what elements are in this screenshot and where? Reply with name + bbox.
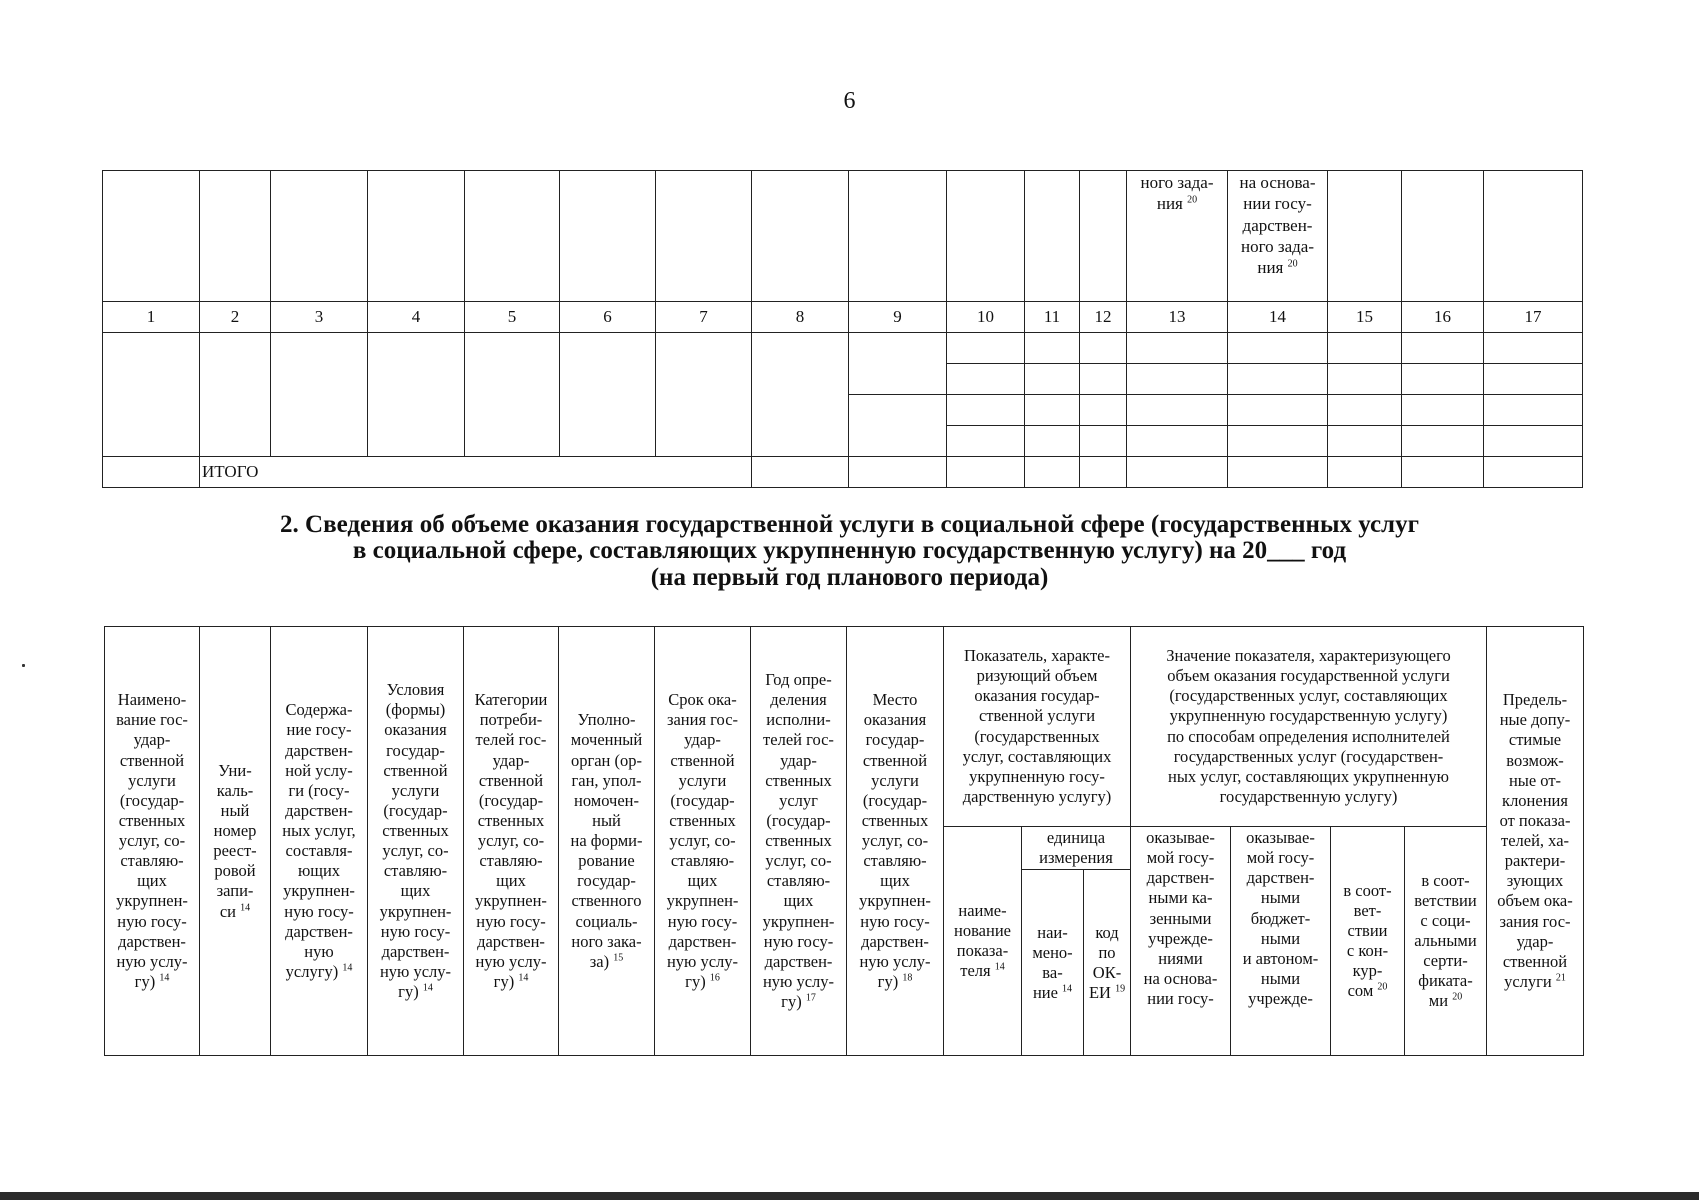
header-value-state-institutions: оказывае- мой госу- дарствен- ными ка- зенными учрежде- ниями на основа- нии госу- xyxy=(1131,827,1231,1056)
header-value-certificates: в соот- ветствии с соци- альными серти- фиката- ми $^{20}$ xyxy=(1405,827,1487,1056)
scan-speck xyxy=(22,664,25,667)
section-2-title xyxy=(0,512,1699,591)
header-continuation-row xyxy=(103,171,1583,302)
header-unit-group: единица измерения xyxy=(1022,827,1131,870)
page-number: 6 xyxy=(843,88,856,114)
header-unit-code: код по ОК- ЕИ $^{19}$ xyxy=(1084,870,1131,1056)
column-number: 10 xyxy=(947,302,1025,333)
column-number: 16 xyxy=(1402,302,1484,333)
header-value-competition: в соот- вет- ствии с кон- кур- сом $^{20}$ xyxy=(1331,827,1405,1056)
table-cell xyxy=(465,333,560,457)
header-max-deviation: Предель- ные допу- стимые возмож- ные от- клонения от показа- телей, ха- рактери- зующих объем ока- зания гос- удар- ственной услуги $^{21}$ xyxy=(1487,627,1584,1056)
table-cell xyxy=(271,333,368,457)
header-col14-tail: на основа- нии госу- дарствен- ного зада- ния $^{20}$ xyxy=(1228,171,1328,302)
header-contractor-year: Год опре- деления исполни- телей гос- удар- ственных услуг (государ- ственных услуг, со- ставляю- щих укрупнен- ную госу- дарствен- ную услу- гу) $^{17}$ xyxy=(751,627,847,1056)
column-number: 5 xyxy=(465,302,560,333)
header-indicator-name: наиме- нование показа- теля $^{14}$ xyxy=(944,827,1022,1056)
table-cell xyxy=(560,333,656,457)
header-unit-name: наи- мено- ва- ние $^{14}$ xyxy=(1022,870,1084,1056)
header-col13-tail: ного зада- ния $^{20}$ xyxy=(1127,171,1228,302)
total-label: ИТОГО xyxy=(200,457,752,488)
header-registry-number: Уни- каль- ный номер реест- ровой запи- си $^{14}$ xyxy=(200,627,271,1056)
service-volume-table xyxy=(104,626,1584,1056)
column-numbers-row xyxy=(103,302,1583,333)
table-cell xyxy=(849,333,947,395)
table-row xyxy=(103,333,1583,364)
column-number: 13 xyxy=(1127,302,1228,333)
section-title-line: в социальной сфере, составляющих укрупненную государственную услугу) на 20___ год xyxy=(352,537,1347,565)
header-consumer-categories: Категории потреби- телей гос- удар- ственной (государ- ственных услуг, со- ставляю- щих укрупнен- ную госу- дарствен- ную услу- гу) $^{14}$ xyxy=(464,627,559,1056)
column-number: 14 xyxy=(1228,302,1328,333)
header-service-term: Срок ока- зания гос- удар- ственной услуги (государ- ственных услуг, со- ставляю- щих укрупнен- ную госу- дарствен- ную услу- гу) $^{16}$ xyxy=(655,627,751,1056)
section-title-line: 2. Сведения об объеме оказания государственной услуги в социальной сфере (государственных услуг xyxy=(280,511,1419,538)
table-cell xyxy=(752,333,849,457)
column-number: 15 xyxy=(1328,302,1402,333)
table-cell xyxy=(656,333,752,457)
table-cell xyxy=(200,333,271,457)
column-number: 8 xyxy=(752,302,849,333)
column-number: 2 xyxy=(200,302,271,333)
column-number: 4 xyxy=(368,302,465,333)
header-authorized-body: Уполно- моченный орган (ор- ган, упол- номочен- ный на форми- рование государ- ственного социаль- ного зака- за) $^{15}$ xyxy=(559,627,655,1056)
header-service-content: Содержа- ние госу- дарствен- ной услу- ги (госу- дарствен- ных услуг, составля- ющих укрупнен- ную госу- дарствен- ную услугу) $^{14}$ xyxy=(271,627,368,1056)
total-row xyxy=(103,457,1583,488)
header-row-1 xyxy=(105,627,1584,827)
header-value-budget-institutions: оказывае- мой госу- дарствен- ными бюджет- ными и автоном- ными учрежде- xyxy=(1231,827,1331,1056)
header-indicator-group: Показатель, характе- ризующий объем оказания государ- ственной услуги (государственных услуг, составляющих укрупненную госу- дарственную услугу) xyxy=(944,627,1131,827)
table-cell xyxy=(849,395,947,457)
column-number: 9 xyxy=(849,302,947,333)
table-cell xyxy=(103,333,200,457)
section-title-line: (на первый год планового периода) xyxy=(650,563,1049,591)
header-value-group: Значение показателя, характеризующего объем оказания государственной услуги (государственных услуг, составляющих укрупненную государственную услугу) по способам определения исполнителей государственных услуг (государствен- ных услуг, составляющих укрупненную государственную услугу) xyxy=(1131,627,1487,827)
column-number: 11 xyxy=(1025,302,1080,333)
header-service-conditions: Условия (формы) оказания государ- ственной услуги (государ- ственных услуг, со- ставляю- щих укрупнен- ную госу- дарствен- ную услу- гу) $^{14}$ xyxy=(368,627,464,1056)
column-number: 3 xyxy=(271,302,368,333)
header-service-place: Место оказания государ- ственной услуги (государ- ственных услуг, со- ставляю- щих укрупнен- ную госу- дарствен- ную услу- гу) $^{18}$ xyxy=(847,627,944,1056)
table-cell xyxy=(368,333,465,457)
column-number: 6 xyxy=(560,302,656,333)
scan-bottom-edge xyxy=(0,1192,1699,1200)
column-number: 12 xyxy=(1080,302,1127,333)
column-number: 1 xyxy=(103,302,200,333)
column-number: 7 xyxy=(656,302,752,333)
header-service-name: Наимено- вание гос- удар- ственной услуги (государ- ственных услуг, со- ставляю- щих укрупнен- ную госу- дарствен- ную услу- гу) $^{14}$ xyxy=(105,627,200,1056)
column-number: 17 xyxy=(1484,302,1583,333)
services-table-continued xyxy=(102,170,1583,488)
